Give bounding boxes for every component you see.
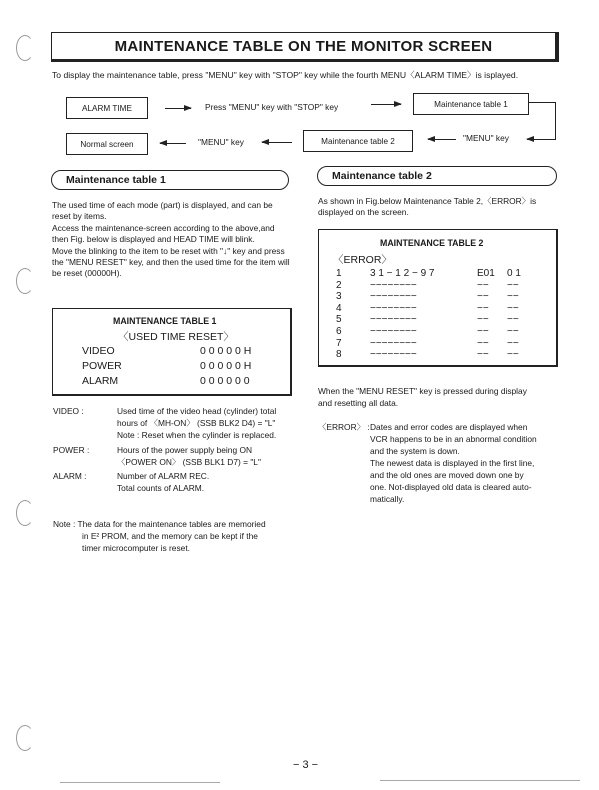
table2-row-date: −−−−−−−− — [370, 314, 417, 326]
flow-menu-key-left: "MENU" key — [198, 137, 244, 147]
table2-row-count: −− — [507, 337, 519, 349]
error-line-3: and the system is down. — [370, 446, 460, 456]
flow-box-normal-screen — [66, 133, 148, 155]
section2-reset-text — [318, 385, 568, 409]
table1-row-alarm-label: ALARM — [82, 375, 119, 387]
table2-row-date: −−−−−−−− — [370, 302, 417, 314]
def-alarm-term: ALARM : — [53, 471, 87, 481]
table1-title: MAINTENANCE TABLE 1 — [113, 316, 217, 326]
def-alarm-line-1: Number of ALARM REC. — [117, 471, 210, 481]
section1-para-3: Move the blinking to the item to be reset with "↓" key and press the "MENU RESET" key, and then the used time for the item will be reset (00000H). — [52, 245, 290, 279]
section2-paragraph: As shown in Fig.below Maintenance Table 2,〈ERROR〉is displayed on the screen. — [318, 196, 537, 218]
def-power-body — [117, 444, 297, 468]
table1-row-power-value: 0 0 0 0 0 H — [200, 360, 252, 372]
section1-para-1: The used time of each mode (part) is displayed, and can be reset by items. — [52, 200, 273, 222]
flow-arrow-left-loop — [527, 139, 556, 140]
memory-note — [53, 518, 298, 554]
table2-row-num: 5 — [336, 314, 342, 326]
table2-row-date: −−−−−−−− — [370, 337, 417, 349]
error-description — [370, 421, 565, 505]
flow-loop-top — [529, 102, 555, 103]
section2-heading-text: Maintenance table 2 — [332, 170, 432, 182]
title-box — [51, 32, 559, 62]
table2-row-count: −− — [507, 349, 519, 361]
table2-row-num: 2 — [336, 279, 342, 291]
section1-heading — [51, 170, 289, 190]
table1-row-power-label: POWER — [82, 360, 122, 372]
table2-row-num: 4 — [336, 302, 342, 314]
page-number: − 3 − — [293, 759, 319, 771]
table2-row-count: −− — [507, 291, 519, 303]
flow-table1-label: Maintenance table 1 — [434, 99, 508, 109]
table2-row-code: −− — [477, 302, 489, 314]
def-video-body — [117, 405, 297, 441]
footer-rule-right — [380, 780, 580, 781]
table2-row-code: −− — [477, 326, 489, 337]
table2-row-date: −−−−−−−− — [370, 291, 417, 303]
page-title: MAINTENANCE TABLE ON THE MONITOR SCREEN — [114, 37, 493, 55]
flow-normal-screen-label: Normal screen — [80, 139, 134, 149]
flow-arrow-right-2 — [371, 104, 401, 105]
table2-row-count: 0 1 — [507, 268, 521, 279]
flow-alarm-time-label: ALARM TIME — [82, 103, 132, 113]
flow-loop-side — [555, 102, 556, 140]
table2-row-count: −− — [507, 279, 519, 291]
def-power-term: POWER : — [53, 445, 90, 455]
table2-row-date: 3 1 − 1 2 − 9 7 — [370, 268, 435, 279]
table2-row-code: E01 — [477, 268, 495, 279]
punch-hole-top — [16, 35, 34, 61]
def-video-line-2: hours of 〈MH-ON〉 (SSB BLK2 D4) = "L" — [117, 418, 276, 428]
table1-row-video-label: VIDEO — [82, 345, 115, 357]
section1-paragraphs — [52, 200, 292, 280]
table2-row-num: 3 — [336, 291, 342, 303]
flow-box-table2 — [303, 130, 413, 152]
def-power-line-1: Hours of the power supply being ON — [117, 445, 253, 455]
table2-row-num: 6 — [336, 326, 342, 337]
flow-menu-key-right: "MENU" key — [463, 133, 509, 143]
table1-subtitle: 〈USED TIME RESET〉 — [118, 331, 234, 343]
table2-row-date: −−−−−−−− — [370, 279, 417, 291]
def-power-line-2: 〈POWER ON〉 (SSB BLK1 D7) = "L" — [117, 457, 261, 467]
table2-row-code: −− — [477, 291, 489, 303]
error-line-7: matically. — [370, 494, 405, 504]
error-line-1: Dates and error codes are displayed when — [370, 422, 528, 432]
error-line-4: The newest data is displayed in the first line, — [370, 458, 535, 468]
maintenance-table-2 — [318, 229, 558, 367]
table2-row-code: −− — [477, 349, 489, 361]
reset-line-2: and resetting all data. — [318, 398, 399, 408]
flow-step-text: Press "MENU" key with "STOP" key — [205, 102, 339, 112]
intro-text: To display the maintenance table, press "MENU" key with "STOP" key while the fourth MENU〈ALARM TIME〉is isplayed. — [52, 70, 519, 80]
footer-rule-left — [60, 782, 220, 783]
table2-row-code: −− — [477, 279, 489, 291]
table1-row-video-value: 0 0 0 0 0 H — [200, 345, 252, 357]
note-line-2: in E² PROM, and the memory can be kept if the — [82, 531, 258, 541]
reset-line-1: When the "MENU RESET" key is pressed during display — [318, 386, 527, 396]
table1-row-alarm-value: 0 0 0 0 0 0 — [200, 375, 250, 387]
def-alarm-body — [117, 470, 297, 494]
error-term: 〈ERROR〉 : — [318, 422, 370, 432]
note-line-3: timer microcomputer is reset. — [82, 543, 190, 553]
error-line-5: and the old ones are moved down one by — [370, 470, 524, 480]
def-alarm-line-2: Total counts of ALARM. — [117, 483, 205, 493]
def-video-term: VIDEO : — [53, 406, 84, 416]
table2-row-code: −− — [477, 314, 489, 326]
flow-arrow-left-2 — [262, 142, 292, 143]
table2-row-count: −− — [507, 314, 519, 326]
flow-arrow-left-1 — [160, 143, 186, 144]
section1-heading-text: Maintenance table 1 — [66, 174, 166, 186]
punch-hole-bottom — [16, 725, 34, 751]
table2-row-count: −− — [507, 302, 519, 314]
section2-heading — [317, 166, 557, 186]
flow-table2-label: Maintenance table 2 — [321, 136, 395, 146]
punch-hole-lower — [16, 500, 34, 526]
flow-arrow-left-3 — [428, 139, 456, 140]
def-video-line-1: Used time of the video head (cylinder) total — [117, 406, 277, 416]
flow-box-alarm-time — [66, 97, 148, 119]
table2-row-num: 7 — [336, 337, 342, 349]
error-line-6: one. Not-displayed old data is cleared auto- — [370, 482, 532, 492]
table2-row-date: −−−−−−−− — [370, 326, 417, 337]
table2-row-num: 8 — [336, 349, 342, 361]
note-line-1: Note : The data for the maintenance tables are memoried — [53, 519, 266, 529]
punch-hole-middle — [16, 268, 34, 294]
def-video-line-3: Note : Reset when the cylinder is replaced. — [117, 430, 277, 440]
flow-box-table1 — [413, 93, 529, 115]
table2-row-date: −−−−−−−− — [370, 349, 417, 361]
flow-arrow-right-1 — [165, 108, 191, 109]
table2-subtitle: 〈ERROR〉 — [333, 254, 392, 266]
table2-title: MAINTENANCE TABLE 2 — [380, 238, 484, 248]
section1-para-2: Access the maintenance-screen according to the above,and then Fig. below is displayed and HEAD TIME will blink. — [52, 222, 275, 245]
error-line-2: VCR happens to be in an abnormal condition — [370, 434, 537, 444]
table2-row-num: 1 — [336, 268, 342, 279]
table2-row-count: −− — [507, 326, 519, 337]
table2-row-code: −− — [477, 337, 489, 349]
